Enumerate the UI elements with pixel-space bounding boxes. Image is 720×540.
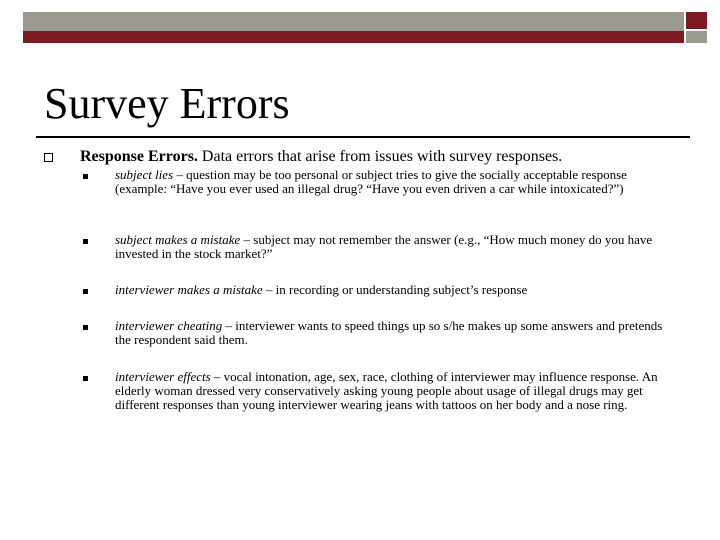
filled-square-icon <box>83 174 88 179</box>
filled-square-icon <box>83 325 88 330</box>
top-band-maroon-square <box>686 12 707 29</box>
sub-bullet-body: – question may be too personal or subject tries to give the socially acceptable response (example: “Have you ever used an illegal drug? “Have you even driven a car while intoxicated?”) <box>115 167 627 196</box>
main-bullet-body: Data errors that arise from issues with survey responses. <box>197 148 563 165</box>
sub-bullet-text <box>115 233 680 261</box>
main-bullet-text <box>80 147 690 166</box>
decorative-top-band <box>23 12 709 42</box>
sub-bullet-term: interviewer makes a mistake <box>115 282 263 297</box>
sub-bullet-text <box>115 283 680 297</box>
sub-bullet-text <box>115 319 680 347</box>
sub-bullet-term: interviewer effects <box>115 369 211 384</box>
sub-bullet-term: subject lies <box>115 167 174 182</box>
top-band-grey-stripe <box>23 12 684 31</box>
filled-square-icon <box>83 376 88 381</box>
sub-bullet-body: – subject may not remember the answer (e.g., “How much money do you have invested in the stock market?” <box>115 232 653 261</box>
filled-square-icon <box>83 289 88 294</box>
sub-bullet-body: – in recording or understanding subject’s response <box>262 282 528 297</box>
top-band-maroon-stripe <box>23 31 684 43</box>
main-bullet-heading: Response Errors. <box>80 148 198 165</box>
slide-title: Survey Errors <box>44 79 290 128</box>
filled-square-icon <box>83 239 88 244</box>
sub-bullet-text <box>115 168 680 196</box>
sub-bullet-term: subject makes a mistake <box>115 232 241 247</box>
sub-bullet-body: – vocal intonation, age, sex, race, clothing of interviewer may influence response. An elderly woman dressed very conservatively asking young people about usage of illegal drugs may get different responses than young interviewer wearing jeans with tattoos on her body and a nose ring. <box>115 369 658 412</box>
sub-bullet-text <box>115 370 680 412</box>
sub-bullet-body: – interviewer wants to speed things up so s/he makes up some answers and pretends the respondent said them. <box>115 318 663 347</box>
top-band-grey-square <box>686 31 707 43</box>
title-divider <box>36 136 690 138</box>
hollow-square-icon <box>44 153 53 162</box>
sub-bullet-term: interviewer cheating <box>115 318 223 333</box>
